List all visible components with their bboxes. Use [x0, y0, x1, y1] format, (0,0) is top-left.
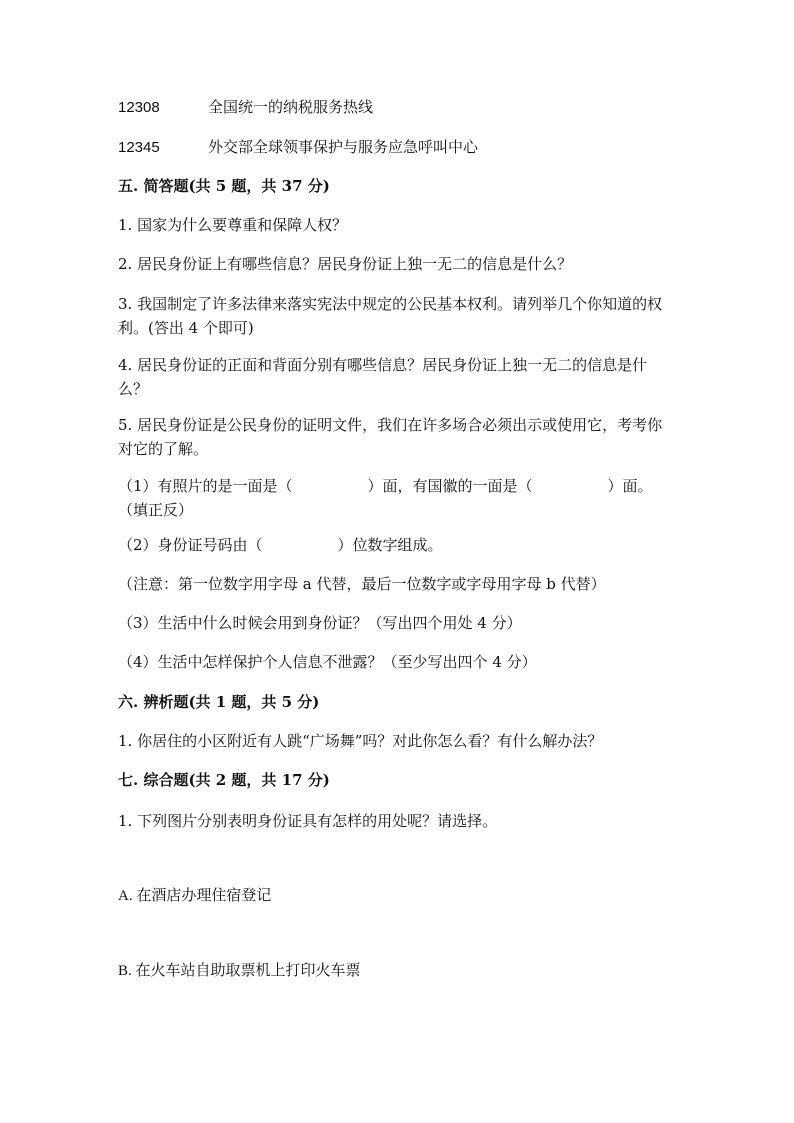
- question-5-5-part-3: （3）生活中什么时候会用到身份证？（写出四个用处 4 分）: [118, 614, 522, 632]
- hotline-desc: 全国统一的纳税服务热线: [208, 98, 374, 116]
- question-5-1: 1. 国家为什么要尊重和保障人权？: [118, 216, 348, 234]
- choice-a: A. 在酒店办理住宿登记: [118, 888, 272, 904]
- question-5-3: 3. 我国制定了许多法律来落实宪法中规定的公民基本权利。请列举几个你知道的权利。(答出 4 个即可): [118, 295, 663, 337]
- hotline-desc: 外交部全球领事保护与服务应急呼叫中心: [208, 138, 479, 156]
- section-heading-short-answer: 五. 简答题(共 5 题，共 37 分): [118, 177, 330, 195]
- question-7-1: 1. 下列图片分别表明身份证具有怎样的用处呢？请选择。: [118, 812, 498, 830]
- question-5-4: 4. 居民身份证的正面和背面分别有哪些信息？居民身份证上独一无二的信息是什么？: [118, 356, 648, 398]
- hotline-row-2: [118, 136, 478, 159]
- hotline-code: 12345: [118, 139, 160, 156]
- section-heading-comprehensive: 七. 综合题(共 2 题，共 17 分): [118, 771, 330, 789]
- question-5-5-note: （注意：第一位数字用字母 a 代替，最后一位数字或字母用字母 b 代替）: [118, 575, 606, 593]
- hotline-row-1: [118, 96, 373, 119]
- question-5-5-part-1: （1）有照片的是一面是（ ）面，有国徽的一面是（ ）面。（填正反）: [118, 477, 653, 519]
- question-5-2: 2. 居民身份证上有哪些信息？居民身份证上独一无二的信息是什么？: [118, 255, 573, 273]
- section-heading-analysis: 六. 辨析题(共 1 题，共 5 分): [118, 693, 320, 711]
- question-5-5-part-4: （4）生活中怎样保护个人信息不泄露？（至少写出四个 4 分）: [118, 653, 537, 671]
- choice-b: B. 在火车站自助取票机上打印火车票: [118, 963, 361, 979]
- question-5-5-part-2: （2）身份证号码由（ ）位数字组成。: [118, 536, 443, 554]
- hotline-code: 12308: [118, 99, 160, 116]
- question-5-5: 5. 居民身份证是公民身份的证明文件，我们在许多场合必须出示或使用它，考考你对它的了解。: [118, 416, 663, 458]
- question-6-1: 1. 你居住的小区附近有人跳“广场舞”吗？对此你怎么看？有什么解办法？: [118, 732, 603, 750]
